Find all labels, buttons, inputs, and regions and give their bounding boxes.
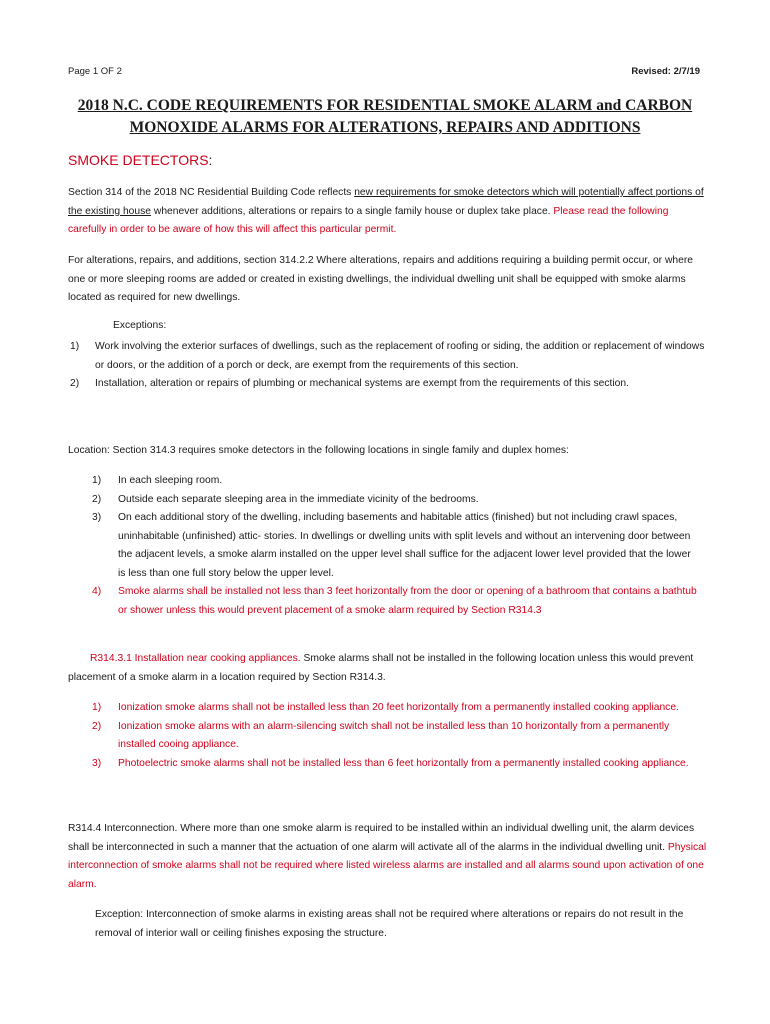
list-item-number: 4) <box>92 586 102 597</box>
cooking-section-title: R314.3.1 Installation near cooking appliances. <box>90 653 301 664</box>
location-paragraph: Location: Section 314.3 requires smoke detectors in the following locations in single family and duplex homes: <box>68 445 569 456</box>
intro-warning-text: Please read the following carefully in order to be aware of how this will affect this particular permit. <box>68 205 669 235</box>
revised-date: Revised: 2/7/19 <box>631 66 700 77</box>
list-item-text: On each additional story of the dwelling, including basements and habitable attics (finished) but not including crawl spaces, uninhabitable (unfinished) attic- stories. In dwellings or dwelling units with split levels and without an intervening door between the adjacent levels, a smoke alarm installed on the upper level shall suffice for the adjacent lower level provided that the lower is less than one full story below the upper level. <box>118 512 691 579</box>
cooking-appliances-paragraph <box>68 650 708 687</box>
intro-paragraph <box>68 184 708 240</box>
list-item-text: Work involving the exterior surfaces of dwellings, such as the replacement of roofing or siding, the addition or replacement of windows or doors, or the addition of a porch or deck, are exempt from the requirements of this section. <box>95 341 705 371</box>
list-item-number: 2) <box>70 378 80 389</box>
final-exception-paragraph: Exception: Interconnection of smoke alarms in existing areas shall not be required where alterations or repairs do not result in the removal of interior wall or ceiling finishes exposing the structure. <box>95 909 684 939</box>
alterations-paragraph: For alterations, repairs, and additions, section 314.2.2 Where alterations, repairs and additions requiring a building permit occur, or where one or more sleeping rooms are added or created in existing dwellings, the individual dwelling unit shall be equipped with smoke alarms located as required for new dwellings. <box>68 255 694 303</box>
smoke-detectors-heading <box>68 152 212 168</box>
exceptions-list <box>68 338 708 394</box>
interconnection-text: R314.4 Interconnection. Where more than one smoke alarm is required to be installed within an individual dwelling unit, the alarm devices shall be interconnected in such a manner that the actuation of one alarm will activate all of the alarms in the individual dwelling unit. <box>68 823 695 853</box>
list-item-number: 1) <box>92 702 102 713</box>
list-item-text: Outside each separate sleeping area in the immediate vicinity of the bedrooms. <box>118 493 479 505</box>
list-item <box>92 491 697 510</box>
list-item-text: Installation, alteration or repairs of plumbing or mechanical systems are exempt from the requirements of this section. <box>95 378 629 389</box>
interconnection-paragraph <box>68 820 708 894</box>
list-item <box>92 718 697 755</box>
list-item-text: Ionization smoke alarms shall not be installed less than 20 feet horizontally from a permanently installed cooking appliance. <box>118 702 679 713</box>
exceptions-label: Exceptions: <box>113 320 167 331</box>
list-item-number: 3) <box>92 757 102 769</box>
list-item <box>92 509 697 583</box>
list-item-text: Photoelectric smoke alarms shall not be installed less than 6 feet horizontally from a permanently installed cooking appliance. <box>118 757 689 769</box>
intro-text-2: whenever additions, alterations or repairs to a single family house or duplex take place. <box>151 205 554 217</box>
list-item <box>92 472 697 491</box>
list-item-text: In each sleeping room. <box>118 475 223 486</box>
list-item <box>68 338 708 375</box>
title-line-1: 2018 N.C. CODE REQUIREMENTS FOR RESIDENTIAL SMOKE ALARM and CARBON <box>77 97 693 114</box>
document-title <box>60 95 710 139</box>
title-line-2: MONOXIDE ALARMS FOR ALTERATIONS, REPAIRS AND ADDITIONS <box>129 119 641 136</box>
cooking-section-text: Smoke alarms shall not be installed in the following location unless this would prevent placement of a smoke alarm in a location required by Section R314.3. <box>68 653 694 683</box>
list-item-number: 2) <box>92 493 102 505</box>
list-item-text: Ionization smoke alarms with an alarm-silencing switch shall not be installed less than 10 horizontally from a permanently installed cooing appliance. <box>118 720 670 750</box>
list-item-number: 1) <box>70 341 80 352</box>
list-item <box>92 699 697 718</box>
heading-colon: : <box>208 152 213 168</box>
interconnection-wireless-text: Physical interconnection of smoke alarms shall not be required where listed wireless alarms are installed and all alarms sound upon activation of one alarm. <box>68 841 707 890</box>
locations-list <box>92 472 697 620</box>
list-item-number: 1) <box>92 475 102 486</box>
cooking-appliances-list <box>92 699 697 773</box>
list-item <box>92 755 697 774</box>
page-number: Page 1 OF 2 <box>68 66 122 77</box>
list-item-text: Smoke alarms shall be installed not less than 3 feet horizontally from the door or opening of a bathroom that contains a bathtub or shower unless this would prevent placement of a smoke alarm required by Section R314.3 <box>118 586 697 616</box>
intro-text-1: Section 314 of the 2018 NC Residential Building Code reflects <box>68 187 355 198</box>
list-item-number: 3) <box>92 512 102 523</box>
list-item <box>68 375 708 394</box>
smoke-detectors-heading-text: SMOKE DETECTORS <box>68 152 209 168</box>
list-item-number: 2) <box>92 720 102 732</box>
list-item <box>92 583 697 620</box>
intro-underlined-text: new requirements for smoke detectors which will potentially affect portions of the existing house <box>68 187 704 217</box>
